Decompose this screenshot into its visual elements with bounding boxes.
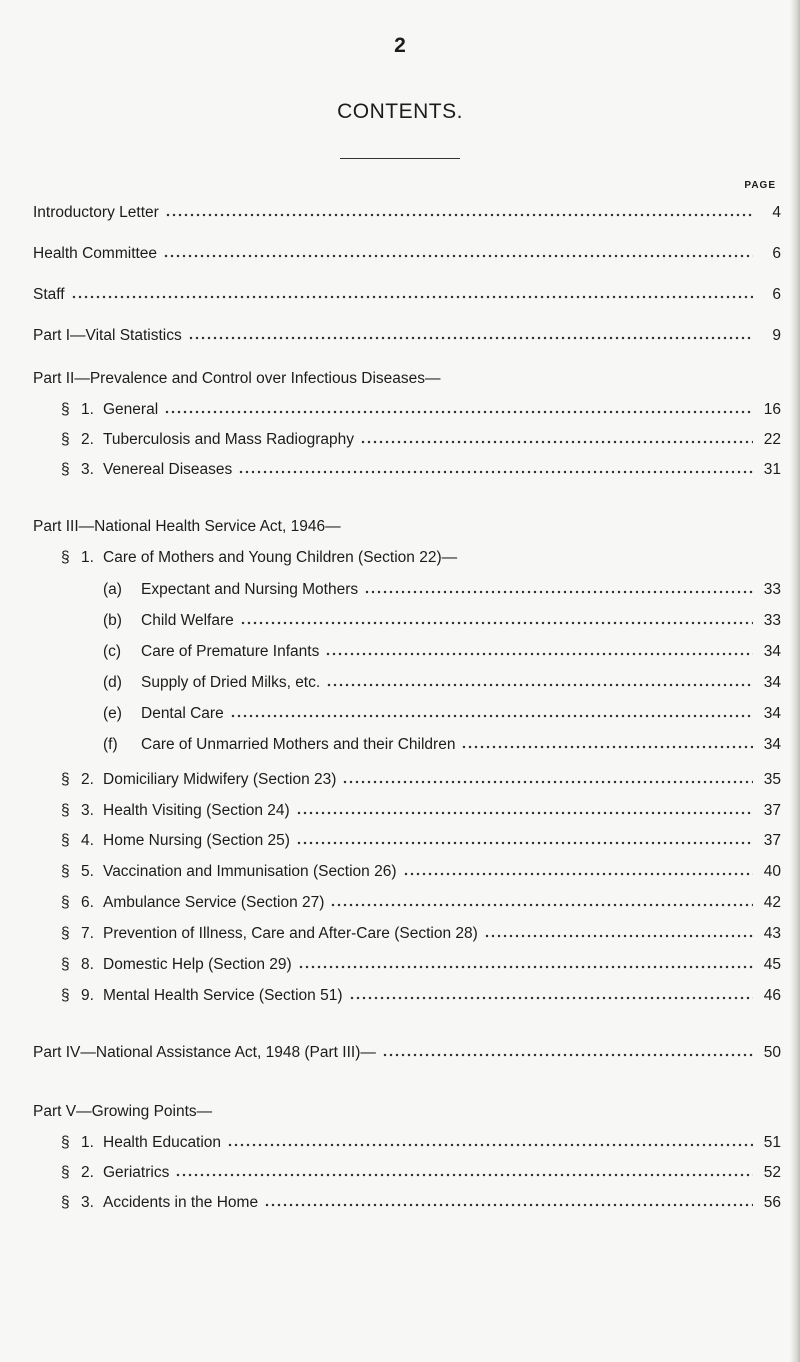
item-letter: (f): [103, 736, 118, 753]
toc-entry-page: 22: [763, 431, 781, 448]
toc-entry-label: Supply of Dried Milks, etc.: [141, 674, 321, 691]
toc-entry-label: Child Welfare: [141, 612, 234, 629]
toc-entry-label: Care of Premature Infants: [141, 643, 320, 660]
dot-leader: [188, 330, 753, 340]
part-5-heading: Part V—Growing Points—: [33, 1103, 213, 1120]
toc-entry-page: 46: [763, 987, 781, 1004]
toc-entry-label: Prevention of Illness, Care and After-Care (Section 28): [103, 925, 478, 942]
dot-leader: [71, 289, 753, 299]
toc-entry-label: Domiciliary Midwifery (Section 23): [103, 771, 337, 788]
part-3-heading: Part III—National Health Service Act, 1946—: [33, 518, 341, 535]
toc-entry-part-3-section-8: [61, 956, 781, 976]
toc-entry-part-2-section-3: [61, 461, 781, 481]
dot-leader: [296, 835, 753, 845]
toc-subheading-part-3-section-1: [61, 549, 661, 569]
toc-entry-label: General: [103, 401, 159, 418]
toc-entry-part-3-section-6: [61, 894, 781, 914]
section-number: 3.: [81, 1194, 94, 1211]
item-letter: (b): [103, 612, 122, 629]
dot-leader: [484, 928, 753, 938]
toc-entry-staff: [33, 286, 781, 306]
toc-entry-label: Part IV—National Assistance Act, 1948 (Part III)—: [33, 1044, 376, 1061]
toc-entry-part-1: [33, 327, 781, 347]
toc-entry-label: Tuberculosis and Mass Radiography: [103, 431, 354, 448]
toc-entry-label: Ambulance Service (Section 27): [103, 894, 325, 911]
section-sign: §: [61, 549, 70, 566]
toc-entry-page: 6: [772, 286, 781, 303]
item-letter: (c): [103, 643, 122, 660]
section-number: 3.: [81, 461, 94, 478]
section-sign: §: [61, 894, 70, 911]
section-number: 1.: [81, 401, 94, 418]
section-number: 5.: [81, 863, 94, 880]
page-title: CONTENTS.: [337, 100, 463, 123]
toc-entry-label: Health Visiting (Section 24): [103, 802, 290, 819]
toc-entry-part-2-section-2: [61, 431, 781, 451]
toc-entry-label: Accidents in the Home: [103, 1194, 259, 1211]
section-sign: §: [61, 863, 70, 880]
toc-entry-label: Home Nursing (Section 25): [103, 832, 290, 849]
toc-entry-label: Health Committee: [33, 245, 158, 262]
toc-entry-part-3-1e: [103, 705, 781, 725]
toc-entry-part-2-section-1: [61, 401, 781, 421]
toc-entry-part-3-1a: [103, 581, 781, 601]
toc-entry-label: Care of Unmarried Mothers and their Children: [141, 736, 456, 753]
toc-entry-part-3-1f: [103, 736, 781, 756]
section-number: 9.: [81, 987, 94, 1004]
section-sign: §: [61, 771, 70, 788]
item-letter: (e): [103, 705, 122, 722]
toc-entry-page: 34: [763, 674, 781, 691]
section-sign: §: [61, 431, 70, 448]
section-number: 6.: [81, 894, 94, 911]
toc-entry-part-3-1c: [103, 643, 781, 663]
toc-entry-part-5-section-1: [61, 1134, 781, 1154]
toc-entry-page: 37: [763, 802, 781, 819]
section-sign: §: [61, 832, 70, 849]
toc-entry-part-5-section-3: [61, 1194, 781, 1214]
dot-leader: [238, 464, 753, 474]
section-number: 8.: [81, 956, 94, 973]
toc-entry-page: 4: [772, 204, 781, 221]
toc-entry-health-committee: [33, 245, 781, 265]
dot-leader: [227, 1137, 753, 1147]
section-number: 2.: [81, 431, 94, 448]
page-column-heading: PAGE: [744, 180, 776, 191]
dot-leader: [164, 404, 753, 414]
toc-entry-page: 33: [763, 581, 781, 598]
section-sign: §: [61, 956, 70, 973]
section-number: 2.: [81, 1164, 94, 1181]
toc-entry-label: Expectant and Nursing Mothers: [141, 581, 359, 598]
section-number: 1.: [81, 549, 94, 566]
dot-leader: [349, 990, 753, 1000]
dot-leader: [342, 774, 753, 784]
section-sign: §: [61, 461, 70, 478]
toc-entry-label: Care of Mothers and Young Children (Section 22)—: [103, 549, 458, 566]
dot-leader: [364, 584, 753, 594]
toc-entry-part-3-section-4: [61, 832, 781, 852]
toc-entry-label: Staff: [33, 286, 65, 303]
part-2-heading: Part II—Prevalence and Control over Infectious Diseases—: [33, 370, 441, 387]
dot-leader: [163, 248, 753, 258]
toc-entry-page: 52: [763, 1164, 781, 1181]
dot-leader: [330, 897, 753, 907]
dot-leader: [382, 1047, 753, 1057]
section-sign: §: [61, 925, 70, 942]
toc-entry-introductory-letter: [33, 204, 781, 224]
item-letter: (d): [103, 674, 122, 691]
section-sign: §: [61, 1134, 70, 1151]
toc-entry-page: 34: [763, 643, 781, 660]
toc-entry-page: 45: [763, 956, 781, 973]
toc-entry-part-5-section-2: [61, 1164, 781, 1184]
dot-leader: [325, 646, 753, 656]
toc-entry-label: Geriatrics: [103, 1164, 170, 1181]
toc-entry-label: Introductory Letter: [33, 204, 159, 221]
toc-entry-part-3-1d: [103, 674, 781, 694]
dot-leader: [165, 207, 753, 217]
section-number: 4.: [81, 832, 94, 849]
dot-leader: [264, 1197, 753, 1207]
page-edge-shadow: [790, 0, 800, 1362]
toc-entry-part-3-section-2: [61, 771, 781, 791]
item-letter: (a): [103, 581, 122, 598]
toc-entry-label: Domestic Help (Section 29): [103, 956, 292, 973]
toc-entry-label: Vaccination and Immunisation (Section 26): [103, 863, 397, 880]
dot-leader: [326, 677, 753, 687]
toc-entry-label: Part I—Vital Statistics: [33, 327, 182, 344]
toc-entry-part-3-section-7: [61, 925, 781, 945]
toc-entry-page: 33: [763, 612, 781, 629]
dot-leader: [240, 615, 753, 625]
toc-entry-page: 51: [763, 1134, 781, 1151]
toc-entry-page: 50: [763, 1044, 781, 1061]
section-sign: §: [61, 1194, 70, 1211]
toc-entry-part-3-section-9: [61, 987, 781, 1007]
dot-leader: [360, 434, 753, 444]
dot-leader: [298, 959, 753, 969]
section-number: 7.: [81, 925, 94, 942]
toc-entry-page: 43: [763, 925, 781, 942]
toc-entry-label: Venereal Diseases: [103, 461, 233, 478]
dot-leader: [403, 866, 753, 876]
section-sign: §: [61, 802, 70, 819]
toc-entry-label: Dental Care: [141, 705, 224, 722]
toc-entry-part-3-section-3: [61, 802, 781, 822]
toc-entry-page: 34: [763, 705, 781, 722]
toc-entry-page: 56: [763, 1194, 781, 1211]
toc-entry-page: 6: [772, 245, 781, 262]
toc-entry-part-3-1b: [103, 612, 781, 632]
toc-entry-page: 37: [763, 832, 781, 849]
toc-entry-label: Mental Health Service (Section 51): [103, 987, 343, 1004]
dot-leader: [461, 739, 753, 749]
title-divider: [340, 158, 460, 159]
dot-leader: [296, 805, 753, 815]
section-number: 3.: [81, 802, 94, 819]
toc-entry-label: Health Education: [103, 1134, 222, 1151]
dot-leader: [175, 1167, 753, 1177]
toc-entry-part-4: [33, 1044, 781, 1064]
section-sign: §: [61, 1164, 70, 1181]
toc-entry-page: 9: [772, 327, 781, 344]
toc-entry-page: 40: [763, 863, 781, 880]
page-number: 2: [394, 34, 406, 57]
section-number: 2.: [81, 771, 94, 788]
toc-entry-page: 42: [763, 894, 781, 911]
toc-entry-page: 31: [763, 461, 781, 478]
dot-leader: [230, 708, 753, 718]
toc-entry-page: 34: [763, 736, 781, 753]
section-sign: §: [61, 987, 70, 1004]
section-sign: §: [61, 401, 70, 418]
section-number: 1.: [81, 1134, 94, 1151]
toc-entry-part-3-section-5: [61, 863, 781, 883]
toc-entry-page: 35: [763, 771, 781, 788]
toc-entry-page: 16: [763, 401, 781, 418]
